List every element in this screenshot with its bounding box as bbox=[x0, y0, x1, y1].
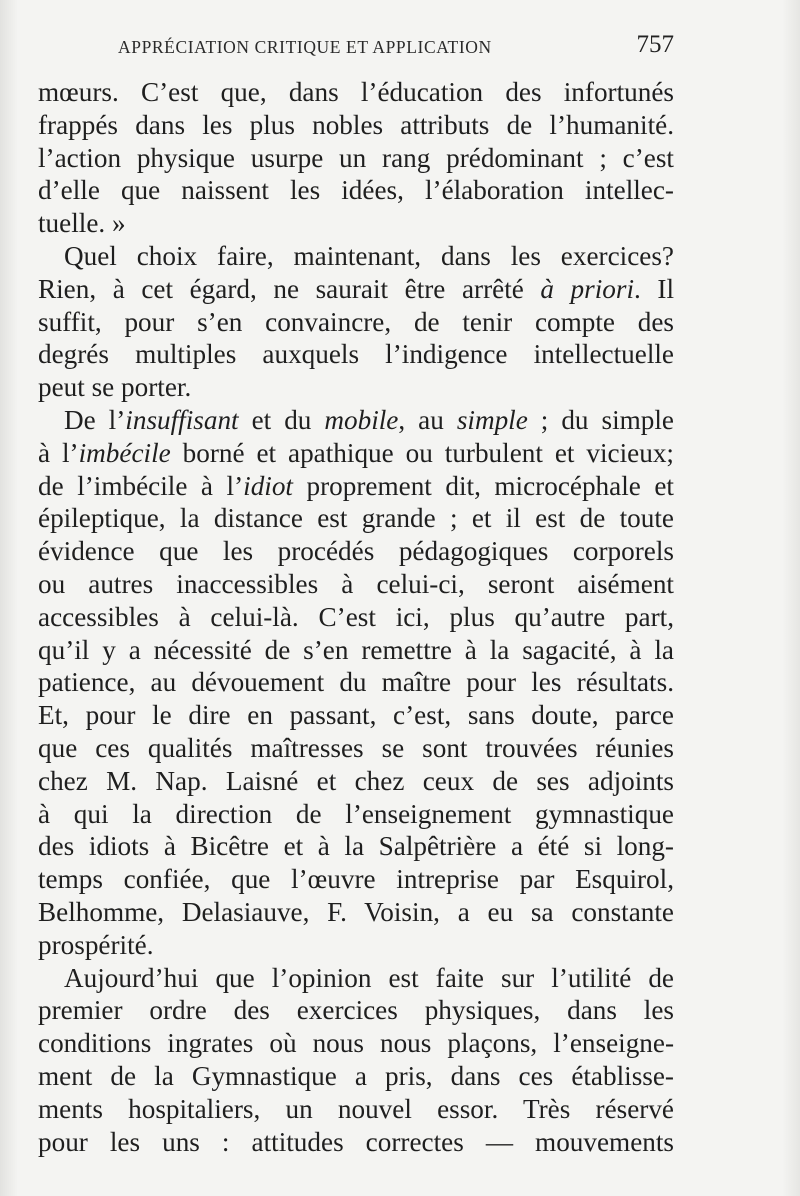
text-line: à qui la direction de l’enseignement gymnastique bbox=[38, 798, 674, 829]
text-line: accessibles à celui-là. C’est ici, plus qu’autre part, bbox=[38, 601, 674, 632]
running-title: APPRÉCIATION CRITIQUE ET APPLICATION bbox=[118, 37, 492, 57]
text-line: conditions ingrates où nous nous plaçons, l’enseigne- bbox=[38, 1028, 674, 1059]
page-header bbox=[118, 33, 674, 63]
text-line: de l’imbécile à l’idiot proprement dit, microcéphale et bbox=[38, 470, 674, 501]
text-line: peut se porter. bbox=[38, 372, 192, 403]
text-line: d’elle que naissent les idées, l’élaboration intellec- bbox=[38, 175, 674, 206]
page-number: 757 bbox=[636, 31, 674, 58]
text-line: frappés dans les plus nobles attributs de l’humanité. bbox=[38, 109, 674, 140]
text-line: premier ordre des exercices physiques, dans les bbox=[38, 995, 674, 1026]
text-line: que ces qualités maîtresses se sont trouvées réunies bbox=[38, 732, 674, 763]
text-line: Belhomme, Delasiauve, F. Voisin, a eu sa constante bbox=[38, 896, 674, 927]
text-line: Aujourd’hui que l’opinion est faite sur l’utilité de bbox=[64, 962, 674, 993]
text-line: degrés multiples auxquels l’indigence intellectuelle bbox=[38, 339, 674, 370]
text-line: prospérité. bbox=[38, 929, 154, 960]
text-line: chez M. Nap. Laisné et chez ceux de ses adjoints bbox=[38, 765, 674, 796]
text-line: Rien, à cet égard, ne saurait être arrêté à priori. Il bbox=[38, 273, 674, 304]
text-line: qu’il y a nécessité de s’en remettre à la sagacité, à la bbox=[38, 634, 674, 665]
text-line: ment de la Gymnastique a pris, dans ces établisse- bbox=[38, 1060, 674, 1091]
text-line: à l’imbécile borné et apathique ou turbulent et vicieux; bbox=[38, 437, 674, 468]
body-text bbox=[38, 76, 674, 1158]
text-line: Quel choix faire, maintenant, dans les exercices? bbox=[64, 240, 674, 271]
text-line: épileptique, la distance est grande ; et il est de toute bbox=[38, 503, 674, 534]
text-line: De l’insuffisant et du mobile, au simple ; du simple bbox=[64, 404, 674, 435]
text-line: l’action physique usurpe un rang prédominant ; c’est bbox=[38, 142, 674, 173]
text-line: patience, au dévouement du maître pour les résultats. bbox=[38, 667, 674, 698]
text-line: Et, pour le dire en passant, c’est, sans doute, parce bbox=[38, 700, 674, 731]
text-line: des idiots à Bicêtre et à la Salpêtrière a été si long- bbox=[38, 831, 674, 862]
text-line: pour les uns : attitudes correctes — mouvements bbox=[38, 1126, 674, 1157]
text-line: temps confiée, que l’œuvre intreprise par Esquirol, bbox=[38, 864, 674, 895]
text-line: évidence que les procédés pédagogiques corporels bbox=[38, 536, 674, 567]
text-line: mœurs. C’est que, dans l’éducation des infortunés bbox=[38, 77, 674, 107]
text-line: ou autres inaccessibles à celui-ci, seront aisément bbox=[38, 568, 674, 599]
text-line: suffit, pour s’en convaincre, de tenir compte des bbox=[38, 306, 674, 337]
text-line: ments hospitaliers, un nouvel essor. Très réservé bbox=[38, 1093, 674, 1124]
text-line: tuelle. » bbox=[38, 208, 126, 239]
